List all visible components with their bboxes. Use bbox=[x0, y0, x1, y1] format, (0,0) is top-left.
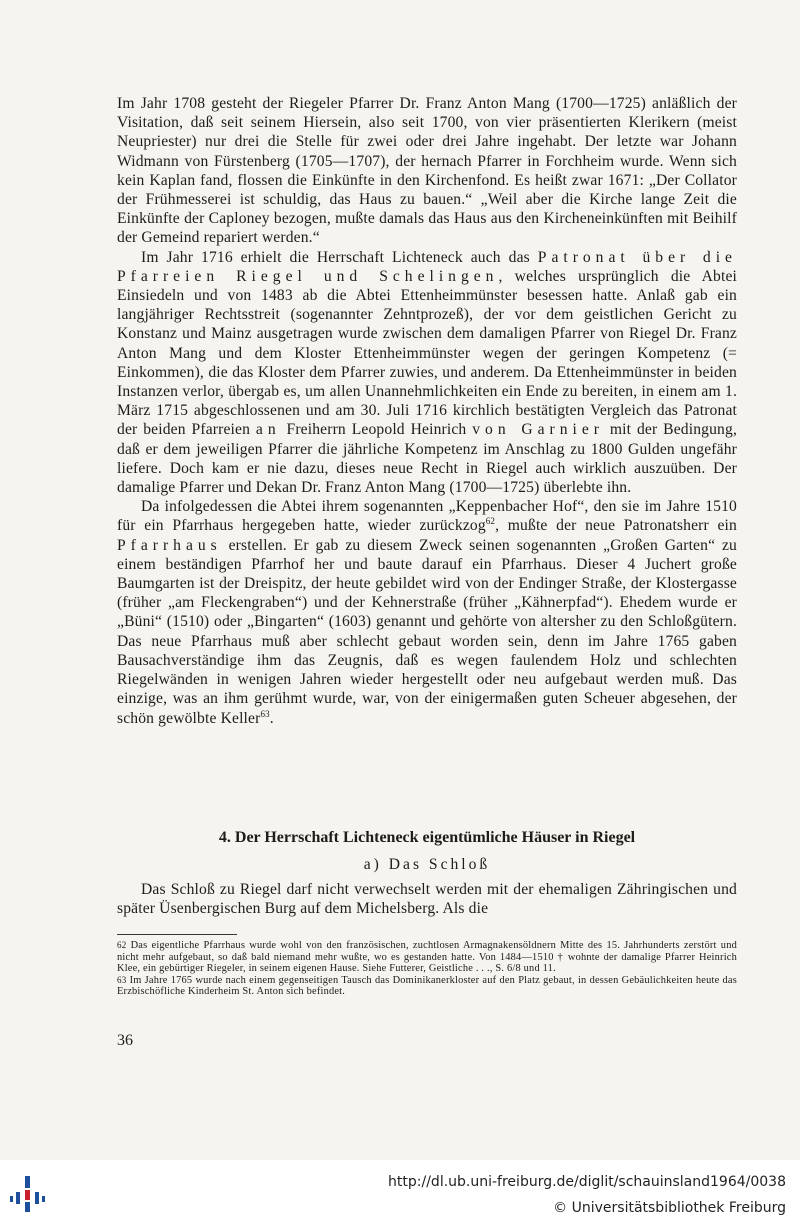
spaced-emphasis: Patronat über die Pfarreien Riegel und Schelingen bbox=[117, 248, 737, 285]
paragraph-3-text: , mußte der neue Patronatsherr ein bbox=[495, 517, 737, 535]
footnote-ref: 62 bbox=[485, 516, 496, 527]
paragraph-2-text: Freiherrn Leopold Heinrich bbox=[280, 421, 473, 439]
footnote-ref: 63 bbox=[260, 708, 270, 719]
spaced-emphasis: Pfarrhaus bbox=[117, 536, 222, 554]
footnote-number: 62 bbox=[117, 940, 127, 950]
paragraph-2-text: mit der Bedingung, daß er dem jeweiligen Pfarrer die jährliche Kompetenz im Anschlag zu 1800 Gulden ungefähr liefere. Doch kam er nie dazu, dieses neue Recht in Riegel auch wirklich auszuüben. Der damalige Pfarrer und Dekan Dr. Franz Anton Mang (1700—1725) überlebte ihn. bbox=[117, 421, 737, 497]
paragraph-2-text: Im Jahr 1716 erhielt die Herrschaft Lichteneck auch das bbox=[141, 248, 538, 266]
paragraph-3-text: Da infolgedessen die Abtei ihrem sogenannten „Keppenbacher Hof“, den sie im Jahre 1510 für ein Pfarrhaus hergegeben hatte, wieder zurückzog bbox=[117, 498, 737, 535]
body-text-continued bbox=[117, 880, 737, 918]
footnote-number: 63 bbox=[117, 974, 127, 985]
paragraph-2 bbox=[117, 248, 737, 498]
page-number: 36 bbox=[117, 1032, 133, 1049]
paragraph-3-text: . bbox=[269, 709, 274, 727]
footnote-63 bbox=[117, 975, 737, 998]
paragraph-1: Im Jahr 1708 gesteht der Riegeler Pfarrer Dr. Franz Anton Mang (1700—1725) anläßlich der Visitation, daß seit seinem Hiersein, also seit 1700, von vier präsentierten Klerikern (meist Neupriester) nur drei die Stelle für zwei oder drei Jahre ingehabt. Der letzte war Johann Widmann von Fürstenberg (1705—1707), der hernach Pfarrer in Forchheim wurde. Wenn sich kein Kaplan fand, flossen die Einkünfte in den Kirchenfond. Es heißt zwar 1671: „Der Collator der Frühmesserei ist schuldig, das Haus zu bauen.“ „Weil aber die Kirche lange Zeit die Einkünfte der Caploney bezogen, mußte damals das Haus aus den Kircheneinkünften mit Beihilf der Gemeind repariert werden.“ bbox=[117, 95, 737, 247]
ub-freiburg-logo-icon bbox=[8, 1174, 48, 1214]
copyright-notice: © Universitätsbibliothek Freiburg bbox=[553, 1200, 786, 1216]
body-text bbox=[117, 94, 737, 728]
paragraph-3 bbox=[117, 497, 737, 727]
permalink-url[interactable]: http://dl.ub.uni-freiburg.de/diglit/schauinsland1964/0038 bbox=[388, 1174, 786, 1190]
spaced-emphasis: von Garnier bbox=[472, 421, 604, 439]
spaced-emphasis: an bbox=[255, 421, 281, 439]
footnote-text: Im Jahre 1765 wurde nach einem gegenseitigen Tausch das Dominikanerkloster auf den Platz gebaut, in dessen Gebäulichkeiten heute das Erzbischöfliche Kinderheim St. Anton sich befindet. bbox=[117, 974, 737, 998]
footnotes bbox=[117, 940, 737, 998]
footnote-divider bbox=[117, 934, 237, 935]
paragraph-2-text: , welches ursprünglich die Abtei Einsiedeln und von 1483 ab die Abtei Ettenheimmünster besessen hatte. Anlaß gab ein langjähriger Rechtsstreit (sogenannter Zehntprozeß), der vor dem geistlichen Gericht zu Konstanz und Mainz ausgetragen wurde zwischen dem damaligen Pfarrer von Riegel Dr. Franz Anton Mang und dem Kloster Ettenheimmünster wegen der geringen Kompetenz (= Einkommen), die das Kloster dem Pfarrer zuwies, und anderem. Da Ettenheimmünster in beiden Instanzen verlor, übergab es, um allen Unannehmlichkeiten ein Ende zu bereiten, in einem am 1. März 1715 abgeschlossenen und am 30. Juli 1716 kirchlich bestätigten Vergleich das Patronat der beiden Pfarreien bbox=[117, 267, 737, 439]
paragraph-3-text: erstellen. Er gab zu diesem Zweck seinen sogenannten „Großen Garten“ zu einem beständigen Pfarrhof her und baute darauf ein Pfarrhaus. Dieser 4 Juchert große Baumgarten ist der Dreispitz, der heute gebildet wird von der Endinger Straße, der Klostergasse (früher „am Fleckengraben“) und der Kehnerstraße (früher „Kähnerpfad“). Ehedem wurde er „Büni“ (1510) oder „Bingarten“ (1603) genannt und gehörte von altersher zu den Schloßgütern. Das neue Pfarrhaus muß aber schlecht gebaut worden sein, denn im Jahre 1765 gaben Bausachverständige ihm das Zeugnis, daß es wegen faulendem Holz und schlechten Riegelwänden in wenigen Jahren wieder hergestellt oder neu aufgebaut werden muß. Das einzige, was an ihm gerühmt wurde, war, von der einigermaßen guten Scheuer abgesehen, der schön gewölbte Keller bbox=[117, 536, 737, 727]
section-heading: 4. Der Herrschaft Lichteneck eigentümliche Häuser in Riegel bbox=[218, 829, 636, 846]
subsection-heading: a) Das Schloß bbox=[363, 856, 491, 873]
footnote-62 bbox=[117, 940, 737, 975]
paragraph-4: Das Schloß zu Riegel darf nicht verwechselt werden mit der ehemaligen Zähringischen und später Üsenbergischen Burg auf dem Michelsberg. Als die bbox=[117, 881, 737, 918]
viewer-footer bbox=[0, 1160, 800, 1224]
footnote-text: Das eigentliche Pfarrhaus wurde wohl von den französischen, zuchtlosen Armagnakensöldnern Mitte des 15. Jahrhunderts zerstört und nicht mehr aufgebaut, so daß bald niemand mehr wußte, wo es gestanden hatte. Von 1484—1510 † wohnte der damalige Pfarrer Heinrich Klee, ein gebürtiger Riegeler, in seinem eigenen Hause. Siehe Futterer, Geistliche . . ., S. 6/8 und 11. bbox=[117, 940, 737, 975]
